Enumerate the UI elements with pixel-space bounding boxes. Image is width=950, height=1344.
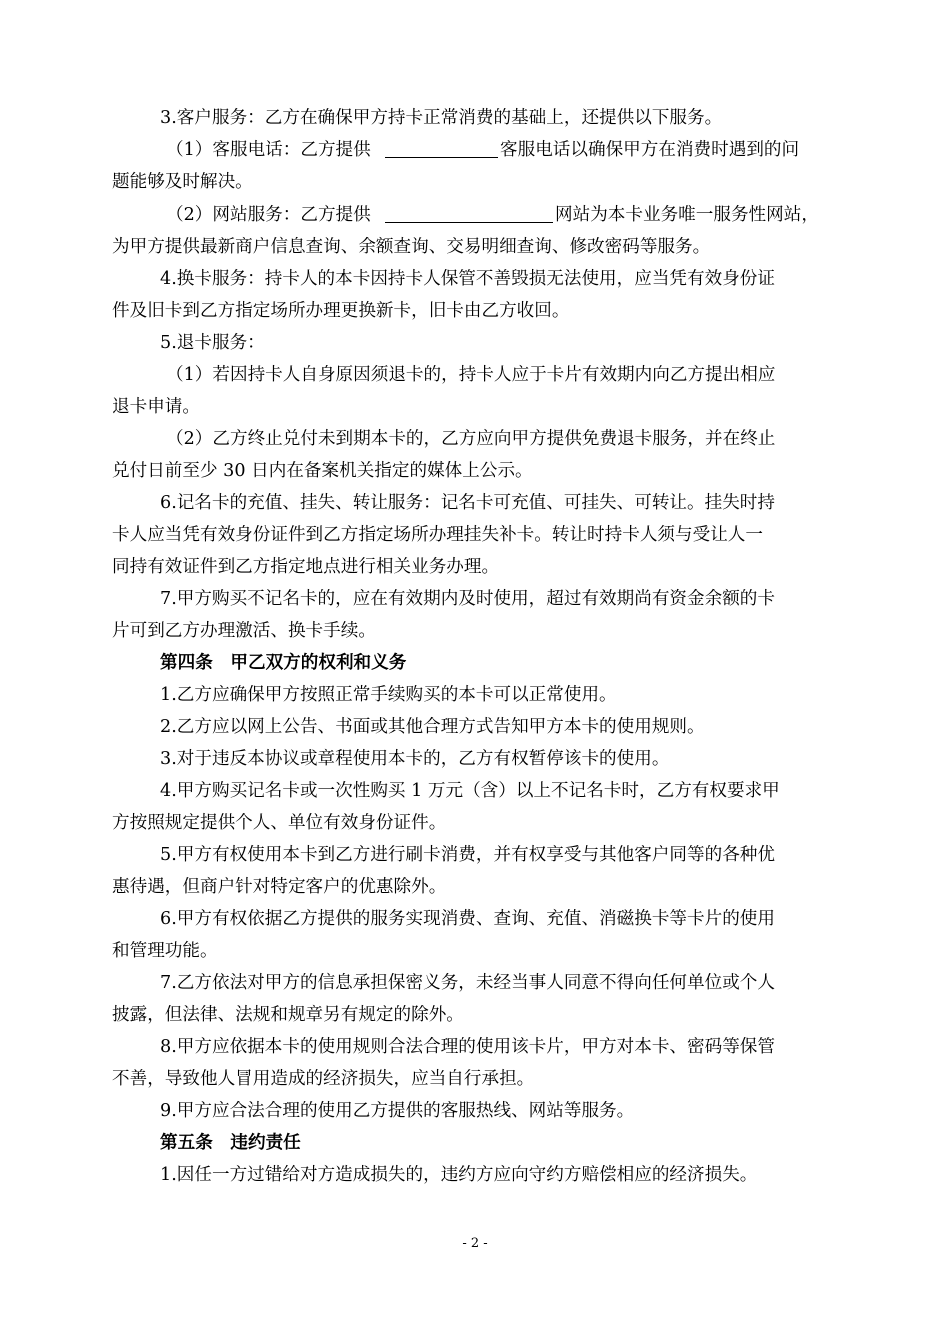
paragraph: 7.甲方购买不记名卡的，应在有效期内及时使用，超过有效期尚有资金余额的卡 [160,589,775,609]
paragraph: 2.乙方应以网上公告、书面或其他合理方式告知甲方本卡的使用规则。 [160,717,705,737]
paragraph: （1）客服电话：乙方提供 客服电话以确保甲方在消费时遇到的问 [0,134,950,166]
paragraph: 片可到乙方办理激活、换卡手续。 [112,621,376,641]
paragraph: 披露，但法律、法规和规章另有规定的除外。 [112,1005,464,1025]
paragraph: 3.客户服务：乙方在确保甲方持卡正常消费的基础上，还提供以下服务。 [160,108,723,128]
paragraph: 6.甲方有权依据乙方提供的服务实现消费、查询、充值、消磁换卡等卡片的使用 [160,909,775,929]
paragraph: 卡人应当凭有效身份证件到乙方指定场所办理挂失补卡。转让时持卡人须与受让人一 [112,525,763,545]
paragraph: 5.退卡服务： [160,333,265,353]
paragraph: 不善，导致他人冒用造成的经济损失，应当自行承担。 [112,1069,535,1089]
paragraph: 7.乙方依法对甲方的信息承担保密义务，未经当事人同意不得向任何单位或个人 [160,973,775,993]
paragraph: 同持有效证件到乙方指定地点进行相关业务办理。 [112,557,500,577]
paragraph: 方按照规定提供个人、单位有效身份证件。 [112,813,447,833]
section-heading: 第四条 甲乙双方的权利和义务 [160,652,407,673]
paragraph: 1.因任一方过错给对方造成损失的，违约方应向守约方赔偿相应的经济损失。 [160,1165,758,1185]
paragraph: （1）若因持卡人自身原因须退卡的，持卡人应于卡片有效期内向乙方提出相应 [166,365,776,385]
paragraph: 件及旧卡到乙方指定场所办理更换新卡，旧卡由乙方收回。 [112,301,570,321]
paragraph: 退卡申请。 [112,397,200,417]
paragraph: 4.换卡服务：持卡人的本卡因持卡人保管不善毁损无法使用，应当凭有效身份证 [160,269,775,289]
paragraph: 3.对于违反本协议或章程使用本卡的，乙方有权暂停该卡的使用。 [160,749,670,769]
paragraph: （2）乙方终止兑付未到期本卡的，乙方应向甲方提供免费退卡服务，并在终止 [166,429,776,449]
paragraph: 题能够及时解决。 [112,172,253,192]
blank-line [385,135,498,158]
paragraph: 5.甲方有权使用本卡到乙方进行刷卡消费，并有权享受与其他客户同等的各种优 [160,845,775,865]
paragraph: 4.甲方购买记名卡或一次性购买 1 万元（含）以上不记名卡时，乙方有权要求甲 [160,781,780,801]
paragraph: （2）网站服务：乙方提供 网站为本卡业务唯一服务性网站， [0,199,950,231]
paragraph: 6.记名卡的充值、挂失、转让服务：记名卡可充值、可挂失、可转让。挂失时持 [160,493,775,513]
paragraph: 为甲方提供最新商户信息查询、余额查询、交易明细查询、修改密码等服务。 [112,237,711,257]
paragraph: 1.乙方应确保甲方按照正常手续购买的本卡可以正常使用。 [160,685,617,705]
blank-line [385,200,553,223]
paragraph: 兑付日前至少 30 日内在备案机关指定的媒体上公示。 [112,461,533,481]
paragraph: 8.甲方应依据本卡的使用规则合法合理的使用该卡片，甲方对本卡、密码等保管 [160,1037,775,1057]
paragraph: 和管理功能。 [112,941,218,961]
page-number: - 2 - [462,1236,488,1251]
section-heading: 第五条 违约责任 [160,1132,301,1153]
paragraph: 惠待遇，但商户针对特定客户的优惠除外。 [112,877,447,897]
paragraph: 9.甲方应合法合理的使用乙方提供的客服热线、网站等服务。 [160,1101,635,1121]
